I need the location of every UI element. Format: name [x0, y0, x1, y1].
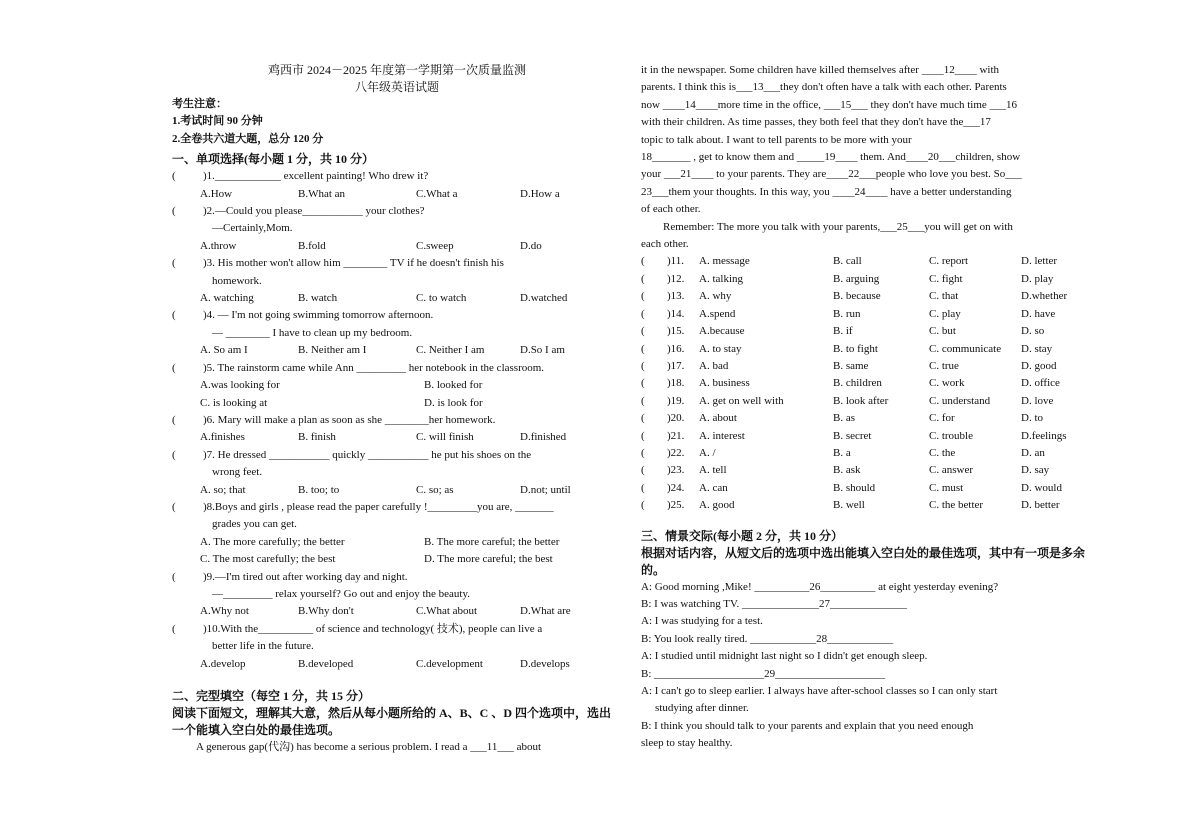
- question-stem: )1.____________ excellent painting! Who drew it?: [203, 170, 429, 183]
- option-b[interactable]: B. arguing: [833, 272, 880, 285]
- option-c[interactable]: C.What about: [416, 605, 478, 618]
- option-a[interactable]: A. can: [699, 481, 728, 494]
- question-continuation: grades you can get.: [212, 518, 297, 531]
- option-a[interactable]: A.How: [200, 187, 233, 200]
- options-row: [172, 377, 622, 394]
- option-a[interactable]: A. /: [699, 446, 716, 459]
- option-d[interactable]: D. good: [1021, 359, 1057, 372]
- answer-bracket[interactable]: (: [641, 377, 645, 390]
- option-c[interactable]: C. to watch: [416, 292, 467, 305]
- cloze-option-row: [641, 462, 1085, 479]
- options-row: [172, 551, 622, 568]
- passage-line: now ____14____more time in the office, ___15___ they don't have much time ___16: [641, 98, 1018, 111]
- option-c[interactable]: C. communicate: [929, 342, 1002, 355]
- options-row: [172, 342, 622, 359]
- option-b[interactable]: B. finish: [298, 431, 336, 444]
- option-c[interactable]: C. Neither I am: [416, 344, 485, 357]
- question-continuation: better life in the future.: [212, 640, 314, 653]
- option-a[interactable]: A. So am I: [200, 344, 248, 357]
- passage-remember: Remember: The more you talk with your parents,___25___you will get on with: [663, 220, 1013, 233]
- cloze-option-row: [641, 253, 1085, 270]
- option[interactable]: A. The more carefully; the better: [200, 535, 345, 548]
- option-d[interactable]: D.whether: [1021, 290, 1068, 303]
- notice-2: 2.全卷共六道大题，总分 120 分: [172, 132, 324, 145]
- question-stem: )4. — I'm not going swimming tomorrow afternoon.: [203, 309, 434, 322]
- passage-line: it in the newspaper. Some children have killed themselves after ____12____ with: [641, 64, 1000, 76]
- cloze-option-row: [641, 306, 1085, 323]
- option-d[interactable]: D. love: [1021, 394, 1054, 407]
- section3-title: 三、情景交际(每小题 2 分，共 10 分）: [641, 528, 843, 543]
- option-a[interactable]: A. message: [699, 255, 750, 268]
- option-c[interactable]: C.sweep: [416, 239, 454, 252]
- section1-questions: [172, 168, 622, 673]
- options-row: [172, 429, 622, 446]
- option-c[interactable]: C. fight: [929, 272, 963, 285]
- answer-bracket[interactable]: (: [172, 448, 176, 461]
- option-c[interactable]: C.What a: [416, 187, 458, 200]
- option[interactable]: A.was looking for: [200, 379, 280, 392]
- answer-bracket[interactable]: (: [641, 255, 645, 268]
- item-number: )24.: [667, 481, 685, 494]
- option-c[interactable]: C. the better: [929, 499, 984, 512]
- option-d[interactable]: D.What are: [520, 605, 571, 618]
- item-number: )14.: [667, 307, 685, 320]
- answer-bracket[interactable]: (: [641, 272, 645, 285]
- question-row: [172, 621, 622, 638]
- cloze-option-row: [641, 271, 1085, 288]
- option-b[interactable]: B.Why don't: [298, 605, 354, 618]
- option-a[interactable]: A.because: [699, 325, 745, 338]
- option-d[interactable]: D. an: [1021, 446, 1045, 459]
- option-b[interactable]: B. look after: [833, 394, 889, 407]
- question-continuation: homework.: [212, 274, 262, 287]
- answer-bracket[interactable]: (: [641, 499, 645, 512]
- option-a[interactable]: A. so; that: [200, 483, 246, 496]
- cloze-option-row: [641, 341, 1085, 358]
- passage-line: with their children. As time passes, they both feel that they don't have the___17: [641, 116, 991, 129]
- answer-bracket[interactable]: (: [641, 394, 645, 407]
- option-c[interactable]: C. will finish: [416, 431, 474, 444]
- question-row: [172, 499, 622, 516]
- item-number: )20.: [667, 412, 685, 425]
- answer-bracket[interactable]: (: [172, 622, 176, 635]
- option-a[interactable]: A.spend: [699, 307, 736, 320]
- cloze-option-row: [641, 375, 1085, 392]
- option-d[interactable]: D.develops: [520, 657, 570, 670]
- option-a[interactable]: A. business: [699, 377, 750, 390]
- question-stem: )7. He dressed ___________ quickly ___________ he put his shoes on the: [203, 448, 532, 461]
- section2-directions: 阅读下面短文，理解其大意，然后从每小题所给的 A、B、C 、D 四个选项中，选出一个能填入空白处的最佳选项。: [172, 706, 612, 737]
- options-row: [172, 186, 622, 203]
- option-b[interactable]: B.developed: [298, 657, 354, 670]
- option-d[interactable]: D. have: [1021, 307, 1056, 320]
- answer-bracket[interactable]: (: [172, 413, 176, 426]
- options-row: [172, 534, 622, 551]
- passage-line: topic to talk about. I want to tell parents to be more with your: [641, 133, 912, 146]
- question-stem: )9.—I'm tired out after working day and night.: [203, 570, 408, 583]
- question-row: [172, 447, 622, 464]
- notice-title: 考生注意：: [172, 98, 227, 110]
- answer-bracket[interactable]: (: [641, 290, 645, 303]
- section1-title: 一、单项选择(每小题 1 分，共 10 分）: [172, 152, 374, 167]
- option-a[interactable]: A. about: [699, 412, 737, 425]
- exam-title: 鸡西市 2024－2025 年度第一学期第一次质量监测: [267, 63, 526, 77]
- option-c[interactable]: C. report: [929, 255, 969, 268]
- options-row: [172, 656, 622, 673]
- option-b[interactable]: B. should: [833, 481, 876, 494]
- option-a[interactable]: A.throw: [200, 239, 237, 252]
- option-a[interactable]: A.finishes: [200, 431, 245, 444]
- answer-bracket[interactable]: (: [172, 309, 176, 322]
- option-b[interactable]: B. too; to: [298, 483, 340, 496]
- option-b[interactable]: B. as: [833, 412, 855, 425]
- question-row: [172, 168, 622, 185]
- option-b[interactable]: B. ask: [833, 464, 861, 477]
- cloze-options: [641, 253, 1085, 514]
- option-a[interactable]: A. tell: [699, 464, 727, 477]
- question-stem: )3. His mother won't allow him ________ TV if he doesn't finish his: [203, 257, 504, 270]
- question-row: [172, 412, 622, 429]
- item-number: )17.: [667, 359, 685, 372]
- option-c[interactable]: C. true: [929, 359, 959, 372]
- option-c[interactable]: C. that: [929, 290, 959, 303]
- option-d[interactable]: D.How a: [520, 187, 560, 200]
- option-d[interactable]: D.feelings: [1021, 429, 1067, 442]
- dialogue-line: sleep to stay healthy.: [641, 737, 733, 750]
- dialogue-line: A: I was studying for a test.: [641, 615, 763, 628]
- option-c[interactable]: C. play: [929, 307, 961, 320]
- answer-bracket[interactable]: (: [172, 257, 176, 270]
- option-d[interactable]: D. play: [1021, 272, 1054, 285]
- option-a[interactable]: A.develop: [200, 657, 246, 670]
- option-d[interactable]: D. say: [1021, 464, 1050, 477]
- option-a[interactable]: A. watching: [200, 292, 254, 305]
- notice-1: 1.考试时间 90 分钟: [172, 115, 263, 128]
- option-b[interactable]: B. watch: [298, 292, 338, 305]
- answer-bracket[interactable]: (: [172, 361, 176, 374]
- option-d[interactable]: D.watched: [520, 292, 568, 305]
- option-b[interactable]: B. to fight: [833, 342, 878, 355]
- options-row: [172, 603, 622, 620]
- option-b[interactable]: B. if: [833, 325, 853, 338]
- right-column: [641, 62, 1085, 753]
- cloze-option-row: [641, 410, 1085, 427]
- option-c[interactable]: C.development: [416, 657, 483, 670]
- cloze-option-row: [641, 445, 1085, 462]
- option-a[interactable]: A. to stay: [699, 342, 742, 355]
- item-number: )13.: [667, 290, 685, 303]
- option-d[interactable]: D.So I am: [520, 344, 565, 357]
- option-c[interactable]: C. work: [929, 377, 965, 390]
- question-continuation: — ________ I have to clean up my bedroom.: [212, 326, 413, 339]
- option-b[interactable]: B. a: [833, 446, 851, 459]
- answer-bracket[interactable]: (: [641, 359, 645, 372]
- answer-bracket[interactable]: (: [172, 500, 176, 513]
- option[interactable]: C. The most carefully; the best: [200, 553, 336, 566]
- option-d[interactable]: D. letter: [1021, 255, 1058, 268]
- option[interactable]: D. The more careful; the best: [424, 553, 553, 566]
- item-number: )18.: [667, 377, 685, 390]
- cloze-option-row: [641, 480, 1085, 497]
- option-b[interactable]: B. because: [833, 290, 881, 303]
- passage-line: parents. I think this is___13___they don't often have a talk with each other. Parents: [641, 81, 1007, 94]
- option[interactable]: B. The more careful; the better: [424, 535, 560, 548]
- options-row: [172, 482, 622, 499]
- answer-bracket[interactable]: (: [641, 412, 645, 425]
- options-row: [172, 238, 622, 255]
- option[interactable]: D. is look for: [424, 396, 483, 409]
- dialogue-line: B: I was watching TV. ______________27______________: [641, 597, 908, 610]
- question-row: [172, 307, 622, 324]
- answer-bracket[interactable]: (: [641, 307, 645, 320]
- cloze-option-row: [641, 497, 1085, 514]
- option-c[interactable]: C. must: [929, 481, 964, 494]
- item-number: )16.: [667, 342, 685, 355]
- question-continuation: —Certainly,Mom.: [212, 222, 293, 235]
- question-stem: )8.Boys and girls , please read the paper carefully !_________you are, _______: [203, 500, 554, 513]
- item-number: )23.: [667, 464, 685, 477]
- option-d[interactable]: D.finished: [520, 431, 567, 444]
- passage-line: your ___21____ to your parents. They are____22___people who love you best. So___: [641, 168, 1022, 181]
- dialogue-line: B: You look really tired. ____________28____________: [641, 632, 894, 645]
- answer-bracket[interactable]: (: [172, 170, 176, 183]
- option-d[interactable]: D. stay: [1021, 342, 1053, 355]
- passage-remember-2: each other.: [641, 238, 689, 251]
- answer-bracket[interactable]: (: [172, 570, 176, 583]
- option-d[interactable]: D. office: [1021, 377, 1060, 390]
- item-number: )25.: [667, 499, 685, 512]
- option-a[interactable]: A. talking: [699, 272, 743, 285]
- passage-first-line: A generous gap(代沟) has become a serious problem. I read a ___11___ about: [196, 741, 542, 753]
- cloze-option-row: [641, 358, 1085, 375]
- option-b[interactable]: B. secret: [833, 429, 872, 442]
- answer-bracket[interactable]: (: [641, 464, 645, 477]
- option-c[interactable]: C. but: [929, 325, 956, 338]
- question-stem: )5. The rainstorm came while Ann _________ her notebook in the classroom.: [203, 361, 545, 374]
- question-row: [172, 569, 622, 586]
- item-number: )19.: [667, 394, 685, 407]
- option-a[interactable]: A.Why not: [200, 605, 249, 618]
- dialogue-line: A: I can't go to sleep earlier. I always have after-school classes so I can only start: [641, 685, 998, 697]
- option-c[interactable]: C. the: [929, 446, 956, 459]
- answer-bracket[interactable]: (: [641, 481, 645, 494]
- answer-bracket[interactable]: (: [172, 205, 176, 218]
- option-a[interactable]: A. good: [699, 499, 735, 512]
- dialogue: [641, 579, 1085, 753]
- option-a[interactable]: A. why: [699, 290, 732, 303]
- option-b[interactable]: B. Neither am I: [298, 344, 367, 357]
- option-c[interactable]: C. for: [929, 412, 955, 425]
- cloze-passage: [641, 62, 1085, 219]
- option-b[interactable]: B. well: [833, 499, 865, 512]
- item-number: )15.: [667, 325, 685, 338]
- option-d[interactable]: D. so: [1021, 325, 1045, 338]
- answer-bracket[interactable]: (: [641, 429, 645, 442]
- passage-line: of each other.: [641, 203, 701, 216]
- dialogue-line: B: I think you should talk to your parents and explain that you need enough: [641, 719, 974, 732]
- item-number: )11.: [667, 255, 685, 268]
- question-row: [172, 203, 622, 220]
- question-row: [172, 360, 622, 377]
- option-d[interactable]: D.not; until: [520, 483, 571, 496]
- option-d[interactable]: D. to: [1021, 412, 1043, 425]
- exam-subtitle: 八年级英语试题: [354, 80, 439, 94]
- option-b[interactable]: B.What an: [298, 187, 346, 200]
- item-number: )22.: [667, 446, 685, 459]
- options-row: [172, 290, 622, 307]
- answer-bracket[interactable]: (: [641, 325, 645, 338]
- option-a[interactable]: A. bad: [699, 359, 729, 372]
- option-b[interactable]: B. run: [833, 307, 861, 320]
- answer-bracket[interactable]: (: [641, 342, 645, 355]
- cloze-option-row: [641, 323, 1085, 340]
- question-stem: )6. Mary will make a plan as soon as she ________her homework.: [203, 413, 496, 426]
- question-stem: )2.—Could you please___________ your clothes?: [203, 205, 425, 218]
- passage-line: 23___them your thoughts. In this way, you ____24____ have a better understanding: [641, 185, 1012, 198]
- question-continuation: wrong feet.: [212, 466, 263, 479]
- option-a[interactable]: A. interest: [699, 429, 745, 442]
- option-b[interactable]: B. children: [833, 377, 882, 390]
- option-b[interactable]: B.fold: [298, 239, 326, 252]
- option-c[interactable]: C. answer: [929, 464, 973, 477]
- item-number: )12.: [667, 272, 685, 285]
- dialogue-line: A: I studied until midnight last night so I didn't get enough sleep.: [641, 650, 928, 663]
- question-continuation: —_________ relax yourself? Go out and enjoy the beauty.: [212, 587, 471, 600]
- section3-directions: 根据对话内容，从短文后的选项中选出能填入空白处的最佳选项，其中有一项是多余的。: [641, 545, 1086, 577]
- dialogue-line: B: ____________________29____________________: [641, 667, 886, 680]
- dialogue-line: A: Good morning ,Mike! __________26__________ at eight yesterday evening?: [641, 580, 999, 593]
- question-row: [172, 255, 622, 272]
- option[interactable]: C. is looking at: [200, 396, 268, 409]
- option[interactable]: B. looked for: [424, 379, 483, 392]
- passage-line: 18_______ , get to know them and _____19____ them. And____20___children, show: [641, 151, 1021, 164]
- option-d[interactable]: D. better: [1021, 499, 1060, 512]
- section2-title: 二、完型填空（每空 1 分，共 15 分）: [172, 689, 371, 703]
- option-c[interactable]: C. understand: [929, 394, 991, 407]
- option-c[interactable]: C. trouble: [929, 429, 973, 442]
- answer-bracket[interactable]: (: [641, 446, 645, 459]
- cloze-option-row: [641, 393, 1085, 410]
- option-c[interactable]: C. so; as: [416, 483, 454, 496]
- item-number: )21.: [667, 429, 685, 442]
- cloze-option-row: [641, 428, 1085, 445]
- dialogue-line: studying after dinner.: [655, 702, 749, 715]
- question-stem: )10.With the__________ of science and technology( 技术), people can live a: [203, 622, 543, 635]
- option-a[interactable]: A. get on well with: [699, 394, 784, 407]
- options-row: [172, 395, 622, 412]
- cloze-option-row: [641, 288, 1085, 305]
- option-b[interactable]: B. call: [833, 255, 862, 268]
- option-d[interactable]: D.do: [520, 239, 542, 252]
- option-b[interactable]: B. same: [833, 359, 869, 372]
- left-column: [172, 62, 622, 756]
- option-d[interactable]: D. would: [1021, 481, 1062, 494]
